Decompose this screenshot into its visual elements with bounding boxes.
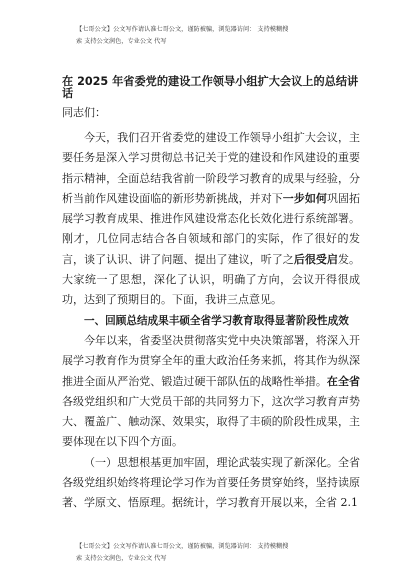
salutation: 同志们： bbox=[62, 106, 106, 119]
paragraph-subsection-1: （一）思想根基更加牢固，理论武装实现了新深化。全省各级党组织始终将理论学习作为首要任务贯穿始终，坚持读原著、学原文、悟原理。据统计，学习教育开展以来，全省 2.1 bbox=[62, 455, 360, 510]
text-run: 发。大家统一了思想，深化了认识，明确了方向，会议开得很成功，达到了预期目的。下面，我讲三点意见。 bbox=[62, 252, 361, 307]
bold-text-run: 在全省 bbox=[326, 374, 360, 388]
page-header bbox=[76, 24, 366, 48]
paragraph-section-1 bbox=[62, 331, 360, 453]
text-run: 各级党组织和广大党员干部的共同努力下，这次学习教育声势大、覆盖广、触动深、效果实，取得了丰硕的阶段性成果，主要体现在以下四个方面。 bbox=[62, 394, 360, 449]
text-run: 今年以来，省委坚决贯彻落实党中央决策部署，将深入开展学习教育作为贯穿全年的重大政治任务来抓，将其作为纵深推进全面从严治党、锻造过硬干部队伍的战略性举措。 bbox=[62, 333, 360, 388]
text-run: 巩固拓展学习教育成果、推进作风建设常态化长效化进行系统部署。刚才，几位同志结合各自领域和部门的实际，作了很好的发言，谈了认识、讲了问题、提出了建议，听了之 bbox=[62, 191, 361, 266]
text-run: 今天，我们召开省委党的建设工作领导小组扩大会议，主要任务是深入学习贯彻总书记关于党的建设和作风建设的重要指示精神，全面总结我省前一阶段学习教育的成果与经验，分析当前作风建设面临的新形势新挑战，并对下 bbox=[62, 131, 360, 205]
bold-text-run: 后很受启 bbox=[293, 252, 338, 266]
bold-text-run: 一步如何 bbox=[282, 191, 327, 205]
paragraph-intro bbox=[62, 128, 360, 311]
header-line-2: 索 支持公文润色，专业公文 代写 bbox=[76, 38, 167, 45]
document-body bbox=[62, 128, 360, 514]
page-footer bbox=[76, 541, 366, 565]
document-title: 在 2025 年省委党的建设工作领导小组扩大会议上的总结讲话 bbox=[62, 75, 359, 100]
section-heading-1: 一、回顾总结成果丰硕全省学习教育取得显著阶段性成效 bbox=[84, 314, 349, 327]
footer-line-1: 【七哥公文】公文写作请认准七哥公文，谨防被骗，浏览器访问： 支持模糊搜 bbox=[76, 543, 289, 550]
footer-line-2: 索 支持公文润色，专业公文 代写 bbox=[76, 555, 167, 562]
header-line-1: 【七哥公文】公文写作请认准七哥公文，谨防被骗，浏览器访问： 支持模糊搜 bbox=[76, 26, 289, 33]
